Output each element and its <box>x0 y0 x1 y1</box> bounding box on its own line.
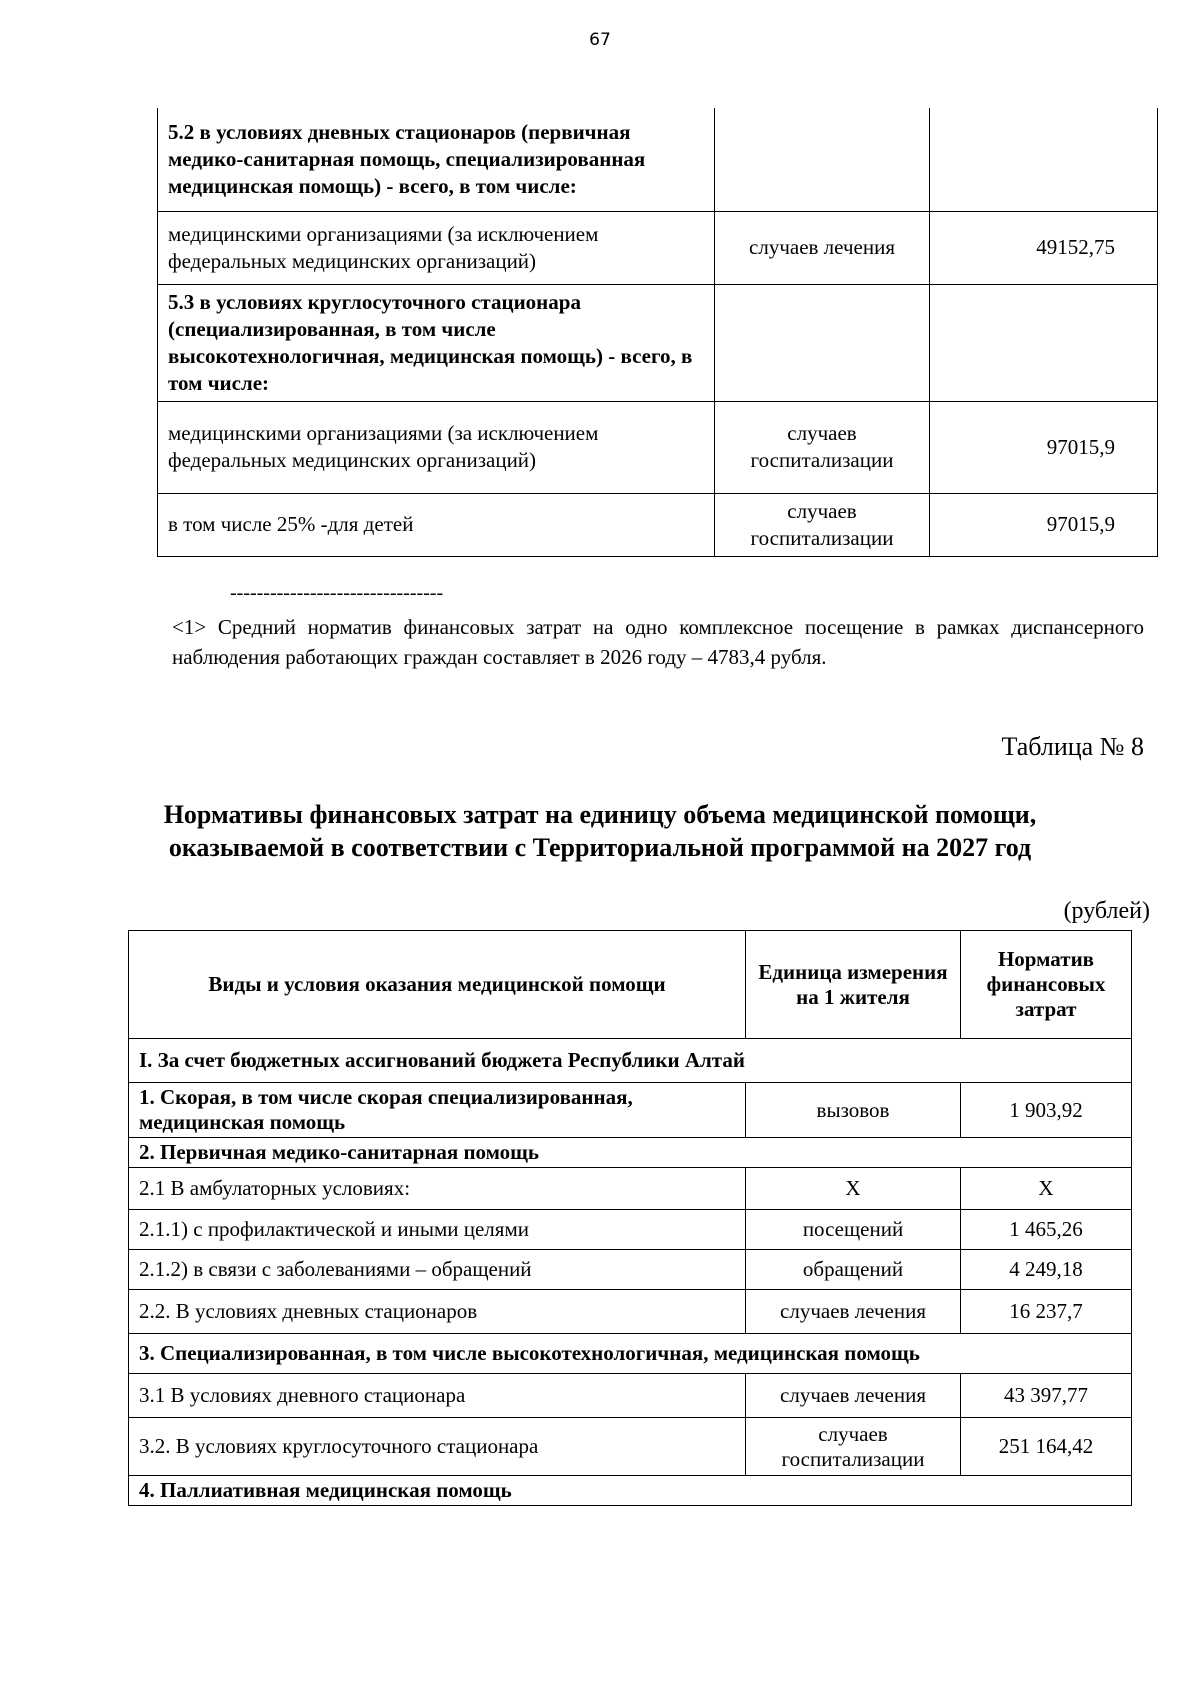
row-unit: случаев лечения <box>746 1290 961 1334</box>
row-unit: обращений <box>746 1250 961 1290</box>
row-value: 97015,9 <box>930 401 1158 493</box>
row-value <box>930 284 1158 401</box>
row-name: 5.3 в условиях круглосуточного стационара (специализированная, в том числе высокотехнологичная, медицинская помощь) - всего, в том числе: <box>158 284 715 401</box>
table-row <box>129 1418 1132 1476</box>
row-value: 49152,75 <box>930 211 1158 284</box>
section-title: I. За счет бюджетных ассигнований бюджета Республики Алтай <box>129 1039 1132 1083</box>
row-name: медицинскими организациями (за исключением федеральных медицинских организаций) <box>158 211 715 284</box>
header-cell: Норматив финансовых затрат <box>961 931 1132 1039</box>
section-row <box>129 1138 1132 1168</box>
row-value: Х <box>961 1168 1132 1210</box>
section-title: 4. Паллиативная медицинская помощь <box>129 1476 1132 1506</box>
table-number: Таблица № 8 <box>1001 732 1144 761</box>
footnote-separator: -------------------------------- <box>230 582 444 604</box>
row-value: 43 397,77 <box>961 1374 1132 1418</box>
row-name: 1. Скорая, в том числе скорая специализированная, медицинская помощь <box>129 1083 746 1138</box>
table-row <box>158 493 1158 556</box>
section-row <box>129 1334 1132 1374</box>
row-unit: случаев госпитализации <box>746 1418 961 1476</box>
row-value: 251 164,42 <box>961 1418 1132 1476</box>
table-row <box>129 1083 1132 1138</box>
table-row <box>129 1250 1132 1290</box>
row-value: 4 249,18 <box>961 1250 1132 1290</box>
row-value <box>930 108 1158 211</box>
row-name: 3.1 В условиях дневного стационара <box>129 1374 746 1418</box>
header-cell: Виды и условия оказания медицинской помощи <box>129 931 746 1039</box>
table-row <box>129 1210 1132 1250</box>
section-title: 3. Специализированная, в том числе высокотехнологичная, медицинская помощь <box>129 1334 1132 1374</box>
table-row <box>129 1168 1132 1210</box>
table-row <box>158 401 1158 493</box>
page-number: 67 <box>589 30 611 50</box>
table-row <box>158 284 1158 401</box>
row-name: 3.2. В условиях круглосуточного стационара <box>129 1418 746 1476</box>
table-row <box>129 1290 1132 1334</box>
header-cell: Единица измерения на 1 жителя <box>746 931 961 1039</box>
row-name: медицинскими организациями (за исключением федеральных медицинских организаций) <box>158 401 715 493</box>
row-unit: случаев лечения <box>746 1374 961 1418</box>
table-row <box>129 1374 1132 1418</box>
financial-norms-table <box>128 930 1132 1506</box>
section-title: 2. Первичная медико-санитарная помощь <box>129 1138 1132 1168</box>
row-unit: Х <box>746 1168 961 1210</box>
row-value: 97015,9 <box>930 493 1158 556</box>
row-unit: случаев лечения <box>715 211 930 284</box>
row-unit: посещений <box>746 1210 961 1250</box>
table-row <box>158 211 1158 284</box>
section-row <box>129 1476 1132 1506</box>
table-title: Нормативы финансовых затрат на единицу объема медицинской помощи, оказываемой в соответствии с Территориальной программой на 2027 год <box>163 800 1037 862</box>
row-name: 2.1.2) в связи с заболеваниями – обращений <box>129 1250 746 1290</box>
row-value: 1 903,92 <box>961 1083 1132 1138</box>
row-name: 2.1 В амбулаторных условиях: <box>129 1168 746 1210</box>
row-unit: случаев госпитализации <box>715 493 930 556</box>
row-value: 16 237,7 <box>961 1290 1132 1334</box>
units-note: (рублей) <box>1063 898 1150 924</box>
row-name: 2.2. В условиях дневных стационаров <box>129 1290 746 1334</box>
continued-table <box>157 108 1158 557</box>
row-unit <box>715 108 930 211</box>
row-name: 2.1.1) с профилактической и иными целями <box>129 1210 746 1250</box>
table-header-row <box>129 931 1132 1039</box>
row-unit: случаев госпитализации <box>715 401 930 493</box>
table-row <box>158 108 1158 211</box>
row-name: в том числе 25% -для детей <box>158 493 715 556</box>
section-row <box>129 1039 1132 1083</box>
row-unit: вызовов <box>746 1083 961 1138</box>
row-name: 5.2 в условиях дневных стационаров (первичная медико-санитарная помощь, специализированная медицинская помощь) - всего, в том числе: <box>158 108 715 211</box>
footnote: <1> Средний норматив финансовых затрат на одно комплексное посещение в рамках диспансерного наблюдения работающих граждан составляет в 2026 году – 4783,4 рубля. <box>172 615 1144 669</box>
row-value: 1 465,26 <box>961 1210 1132 1250</box>
row-unit <box>715 284 930 401</box>
